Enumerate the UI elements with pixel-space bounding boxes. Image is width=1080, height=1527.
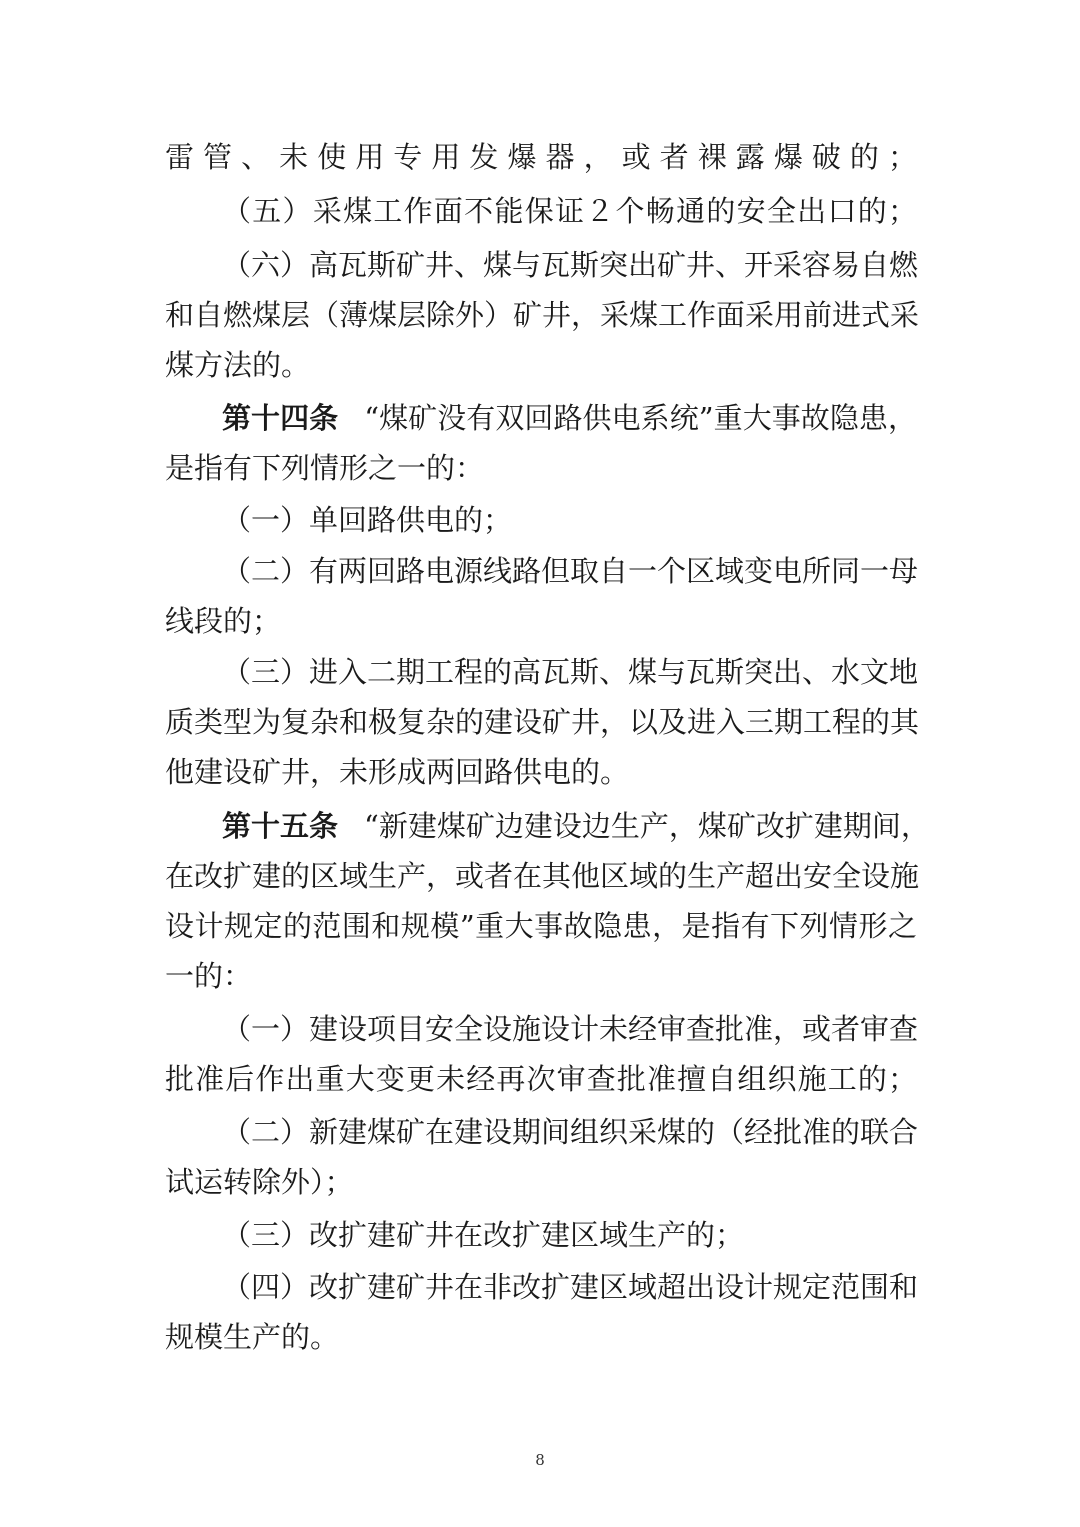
text-line: 设计规定的范围和规模”重大事故隐患，是指有下列情形之: [165, 909, 917, 943]
text-line: 是指有下列情形之一的：: [165, 451, 485, 485]
text-line: 线段的；: [165, 604, 282, 638]
text-line: （一）单回路供电的；: [222, 503, 513, 537]
text-line: 和自燃煤层（薄煤层除外）矿井，采煤工作面采用前进式采: [165, 298, 920, 332]
text-line: 雷管、未使用专用发爆器，或者裸露爆破的；: [165, 140, 917, 174]
text-line: （三）改扩建矿井在改扩建区域生产的；: [222, 1218, 745, 1252]
article-text: “煤矿没有双回路供电系统”重大事故隐患，: [364, 401, 917, 435]
text-line: （五）采煤工作面不能保证２个畅通的安全出口的；: [222, 194, 917, 228]
text-line: （一）建设项目安全设施设计未经审查批准，或者审查: [222, 1012, 919, 1046]
page-number: 8: [535, 1451, 545, 1469]
article-heading: 第十四条: [222, 401, 339, 435]
article-heading: 第十五条: [222, 809, 339, 843]
text-line: （二）新建煤矿在建设期间组织采煤的（经批准的联合: [222, 1115, 919, 1149]
text-line: （六）高瓦斯矿井、煤与瓦斯突出矿井、开采容易自燃: [222, 248, 919, 282]
text-line: 煤方法的。: [165, 348, 311, 382]
article-14-line: [222, 393, 917, 443]
text-line: 在改扩建的区域生产，或者在其他区域的生产超出安全设施: [165, 859, 920, 893]
text-line: 他建设矿井，未形成两回路供电的。: [165, 755, 630, 789]
text-line: 一的：: [165, 959, 253, 993]
text-line: 质类型为复杂和极复杂的建设矿井，以及进入三期工程的其: [165, 705, 920, 739]
text-line: 规模生产的。: [165, 1320, 340, 1354]
text-line: （二）有两回路电源线路但取自一个区域变电所同一母: [222, 554, 919, 588]
article-15-line: [222, 801, 930, 851]
text-line: 批准后作出重大变更未经再次审查批准擅自组织施工的；: [165, 1062, 917, 1096]
text-line: （四）改扩建矿井在非改扩建区域超出设计规定范围和: [222, 1270, 919, 1304]
text-line: （三）进入二期工程的高瓦斯、煤与瓦斯突出、水文地: [222, 655, 919, 689]
article-text: “新建煤矿边建设边生产，煤矿改扩建期间，: [364, 809, 930, 843]
text-line: 试运转除外）；: [165, 1165, 354, 1199]
